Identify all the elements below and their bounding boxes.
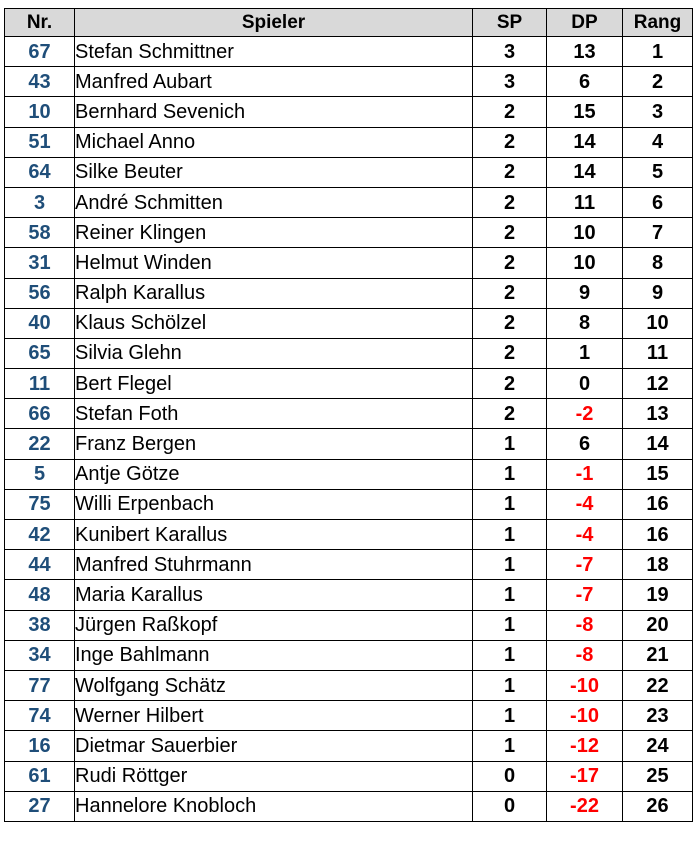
dp-value: -8 [547, 640, 623, 670]
player-name: Klaus Schölzel [75, 308, 473, 338]
rank-value: 14 [623, 429, 693, 459]
table-row [5, 187, 693, 217]
dp-value: 13 [547, 37, 623, 67]
dp-value: -17 [547, 761, 623, 791]
sp-value: 1 [473, 580, 547, 610]
table-row [5, 429, 693, 459]
table-row [5, 97, 693, 127]
table-row [5, 550, 693, 580]
player-name: Silvia Glehn [75, 338, 473, 368]
table-row [5, 369, 693, 399]
rank-value: 3 [623, 97, 693, 127]
player-name: Jürgen Raßkopf [75, 610, 473, 640]
header-nr: Nr. [5, 9, 75, 37]
sp-value: 2 [473, 187, 547, 217]
rank-value: 12 [623, 369, 693, 399]
player-number: 61 [5, 761, 75, 791]
rank-value: 4 [623, 127, 693, 157]
player-number: 11 [5, 369, 75, 399]
table-row [5, 459, 693, 489]
sp-value: 1 [473, 520, 547, 550]
player-number: 38 [5, 610, 75, 640]
player-name: Bernhard Sevenich [75, 97, 473, 127]
table-row [5, 248, 693, 278]
rank-value: 1 [623, 37, 693, 67]
table-row [5, 640, 693, 670]
dp-value: -12 [547, 731, 623, 761]
player-number: 44 [5, 550, 75, 580]
rank-value: 22 [623, 670, 693, 700]
rank-value: 26 [623, 791, 693, 821]
player-number: 42 [5, 520, 75, 550]
player-number: 34 [5, 640, 75, 670]
sp-value: 2 [473, 399, 547, 429]
rank-value: 5 [623, 157, 693, 187]
sp-value: 3 [473, 37, 547, 67]
rank-value: 20 [623, 610, 693, 640]
player-name: Manfred Stuhrmann [75, 550, 473, 580]
table-row [5, 127, 693, 157]
sp-value: 0 [473, 761, 547, 791]
sp-value: 1 [473, 670, 547, 700]
player-name: Willi Erpenbach [75, 489, 473, 519]
dp-value: 6 [547, 429, 623, 459]
player-name: Stefan Foth [75, 399, 473, 429]
dp-value: 11 [547, 187, 623, 217]
player-number: 27 [5, 791, 75, 821]
player-number: 65 [5, 338, 75, 368]
rank-value: 24 [623, 731, 693, 761]
player-name: Silke Beuter [75, 157, 473, 187]
player-name: Franz Bergen [75, 429, 473, 459]
rank-value: 8 [623, 248, 693, 278]
table-row [5, 791, 693, 821]
player-name: Wolfgang Schätz [75, 670, 473, 700]
player-name: Hannelore Knobloch [75, 791, 473, 821]
player-number: 16 [5, 731, 75, 761]
sp-value: 2 [473, 127, 547, 157]
sp-value: 1 [473, 459, 547, 489]
player-number: 56 [5, 278, 75, 308]
rank-value: 16 [623, 489, 693, 519]
player-number: 66 [5, 399, 75, 429]
rank-value: 2 [623, 67, 693, 97]
dp-value: 9 [547, 278, 623, 308]
player-number: 5 [5, 459, 75, 489]
sp-value: 2 [473, 369, 547, 399]
dp-value: 10 [547, 248, 623, 278]
rank-value: 6 [623, 187, 693, 217]
sp-value: 2 [473, 97, 547, 127]
player-number: 3 [5, 187, 75, 217]
player-name: Antje Götze [75, 459, 473, 489]
table-row [5, 701, 693, 731]
table-row [5, 610, 693, 640]
player-name: Helmut Winden [75, 248, 473, 278]
sp-value: 2 [473, 338, 547, 368]
dp-value: 10 [547, 218, 623, 248]
dp-value: 14 [547, 157, 623, 187]
sp-value: 2 [473, 248, 547, 278]
rank-value: 19 [623, 580, 693, 610]
table-row [5, 308, 693, 338]
sp-value: 0 [473, 791, 547, 821]
dp-value: -8 [547, 610, 623, 640]
sp-value: 2 [473, 218, 547, 248]
dp-value: 15 [547, 97, 623, 127]
player-name: Rudi Röttger [75, 761, 473, 791]
table-row [5, 399, 693, 429]
dp-value: -2 [547, 399, 623, 429]
table-row [5, 731, 693, 761]
table-body [5, 37, 693, 822]
table-row [5, 157, 693, 187]
sp-value: 1 [473, 731, 547, 761]
sp-value: 1 [473, 489, 547, 519]
dp-value: -22 [547, 791, 623, 821]
sp-value: 3 [473, 67, 547, 97]
player-name: Bert Flegel [75, 369, 473, 399]
table-row [5, 670, 693, 700]
header-row [5, 9, 693, 37]
player-name: Stefan Schmittner [75, 37, 473, 67]
player-number: 77 [5, 670, 75, 700]
sp-value: 1 [473, 701, 547, 731]
player-name: Dietmar Sauerbier [75, 731, 473, 761]
player-name: Maria Karallus [75, 580, 473, 610]
sp-value: 1 [473, 610, 547, 640]
player-number: 43 [5, 67, 75, 97]
sp-value: 1 [473, 429, 547, 459]
player-name: Inge Bahlmann [75, 640, 473, 670]
rank-value: 10 [623, 308, 693, 338]
header-sp: SP [473, 9, 547, 37]
dp-value: -10 [547, 670, 623, 700]
rank-value: 16 [623, 520, 693, 550]
player-number: 40 [5, 308, 75, 338]
sp-value: 1 [473, 640, 547, 670]
table-row [5, 580, 693, 610]
player-name: Werner Hilbert [75, 701, 473, 731]
player-name: André Schmitten [75, 187, 473, 217]
dp-value: 14 [547, 127, 623, 157]
header-rank: Rang [623, 9, 693, 37]
player-name: Michael Anno [75, 127, 473, 157]
player-number: 22 [5, 429, 75, 459]
header-dp: DP [547, 9, 623, 37]
dp-value: -7 [547, 550, 623, 580]
dp-value: 6 [547, 67, 623, 97]
table-row [5, 218, 693, 248]
sp-value: 2 [473, 308, 547, 338]
player-number: 74 [5, 701, 75, 731]
dp-value: -1 [547, 459, 623, 489]
sp-value: 2 [473, 278, 547, 308]
player-number: 51 [5, 127, 75, 157]
rank-value: 13 [623, 399, 693, 429]
table-row [5, 37, 693, 67]
dp-value: -4 [547, 520, 623, 550]
table-row [5, 338, 693, 368]
player-number: 48 [5, 580, 75, 610]
table-header [5, 9, 693, 37]
player-number: 31 [5, 248, 75, 278]
player-name: Kunibert Karallus [75, 520, 473, 550]
rank-value: 21 [623, 640, 693, 670]
table-row [5, 761, 693, 791]
dp-value: 1 [547, 338, 623, 368]
rank-value: 15 [623, 459, 693, 489]
rank-value: 18 [623, 550, 693, 580]
player-number: 10 [5, 97, 75, 127]
rank-value: 25 [623, 761, 693, 791]
dp-value: 0 [547, 369, 623, 399]
rank-value: 7 [623, 218, 693, 248]
player-name: Manfred Aubart [75, 67, 473, 97]
table-row [5, 520, 693, 550]
dp-value: -4 [547, 489, 623, 519]
table-row [5, 278, 693, 308]
table-row [5, 67, 693, 97]
rank-value: 11 [623, 338, 693, 368]
sp-value: 2 [473, 157, 547, 187]
dp-value: -10 [547, 701, 623, 731]
player-number: 64 [5, 157, 75, 187]
standings-table [4, 8, 693, 822]
player-name: Reiner Klingen [75, 218, 473, 248]
header-player: Spieler [75, 9, 473, 37]
rank-value: 9 [623, 278, 693, 308]
player-number: 58 [5, 218, 75, 248]
player-number: 67 [5, 37, 75, 67]
dp-value: -7 [547, 580, 623, 610]
rank-value: 23 [623, 701, 693, 731]
dp-value: 8 [547, 308, 623, 338]
player-name: Ralph Karallus [75, 278, 473, 308]
table-row [5, 489, 693, 519]
sp-value: 1 [473, 550, 547, 580]
player-number: 75 [5, 489, 75, 519]
